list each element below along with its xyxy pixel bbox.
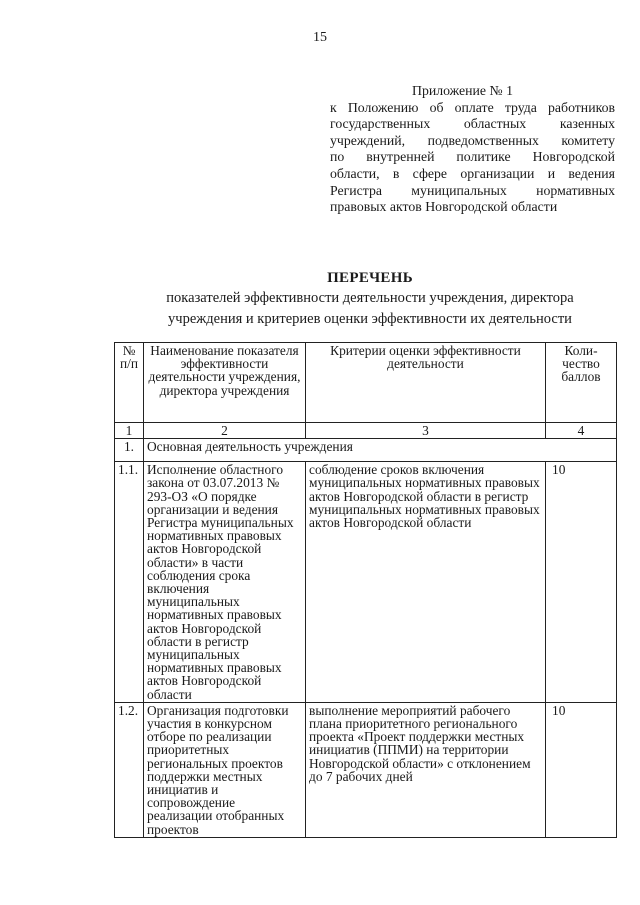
section-row xyxy=(115,439,617,462)
section-title: Основная деятельность учреждения xyxy=(144,439,617,462)
header-num: № п/п xyxy=(115,343,144,423)
row-points: 10 xyxy=(546,462,617,703)
table-row xyxy=(115,462,617,703)
column-number: 4 xyxy=(546,423,617,439)
column-number: 3 xyxy=(306,423,546,439)
appendix-line: учреждений, подведомственных комитету xyxy=(330,132,615,148)
row-name: Исполнение областного закона от 03.07.2013 № 293-ОЗ «О порядке организации и ведения Регистра муниципальных нормативных правовых актов Новгородской области» в части соблюдения срока включения муниципальных нормативных правовых актов Новгородской области в регистр муниципальных нормативных правовых актов Новгородской области xyxy=(144,462,306,703)
appendix-title: Приложение № 1 xyxy=(412,83,514,98)
table-header-row xyxy=(115,343,617,423)
appendix-line: государственных областных казенных xyxy=(330,116,615,132)
column-number: 1 xyxy=(115,423,144,439)
row-name: Организация подготовки участия в конкурсном отборе по реализации приоритетных региональных проектов поддержки местных инициатив и сопровождение реализации отобранных проектов xyxy=(144,702,306,837)
header-points: Коли-чество баллов xyxy=(546,343,617,423)
appendix-line: области, в сфере организации и ведения xyxy=(330,165,615,181)
indicators-table xyxy=(114,342,617,838)
table-row xyxy=(115,702,617,837)
row-criteria: выполнение мероприятий рабочего плана приоритетного регионального проекта «Проект поддержки местных инициатив (ППМИ) на территории Новгородской области» с отклонением до 7 рабочих дней xyxy=(306,702,546,837)
page-number: 15 xyxy=(313,30,327,45)
appendix-line: по внутренней политике Новгородской xyxy=(330,149,615,165)
header-criteria: Критерии оценки эффективности деятельности xyxy=(306,343,546,423)
section-num: 1. xyxy=(115,439,144,462)
column-number-row xyxy=(115,423,617,439)
appendix-line: Регистра муниципальных нормативных xyxy=(330,182,615,198)
document-title: ПЕРЕЧЕНЬ xyxy=(327,270,413,286)
row-num: 1.2. xyxy=(115,702,144,837)
row-points: 10 xyxy=(546,702,617,837)
column-number: 2 xyxy=(144,423,306,439)
document-subtitle: учреждения и критериев оценки эффективности их деятельности xyxy=(168,311,572,327)
document-subtitle: показателей эффективности деятельности учреждения, директора xyxy=(166,290,574,306)
header-name: Наименование показателя эффективности деятельности учреждения, директора учреждения xyxy=(144,343,306,423)
appendix-line: к Положению об оплате труда работников xyxy=(330,99,615,115)
row-criteria: соблюдение сроков включения муниципальных нормативных правовых актов Новгородской области в регистр муниципальных нормативных правовых актов Новгородской области xyxy=(306,462,546,703)
appendix-line: правовых актов Новгородской области xyxy=(330,199,558,215)
document-heading xyxy=(110,270,630,329)
row-num: 1.1. xyxy=(115,462,144,703)
appendix-block xyxy=(330,83,615,216)
